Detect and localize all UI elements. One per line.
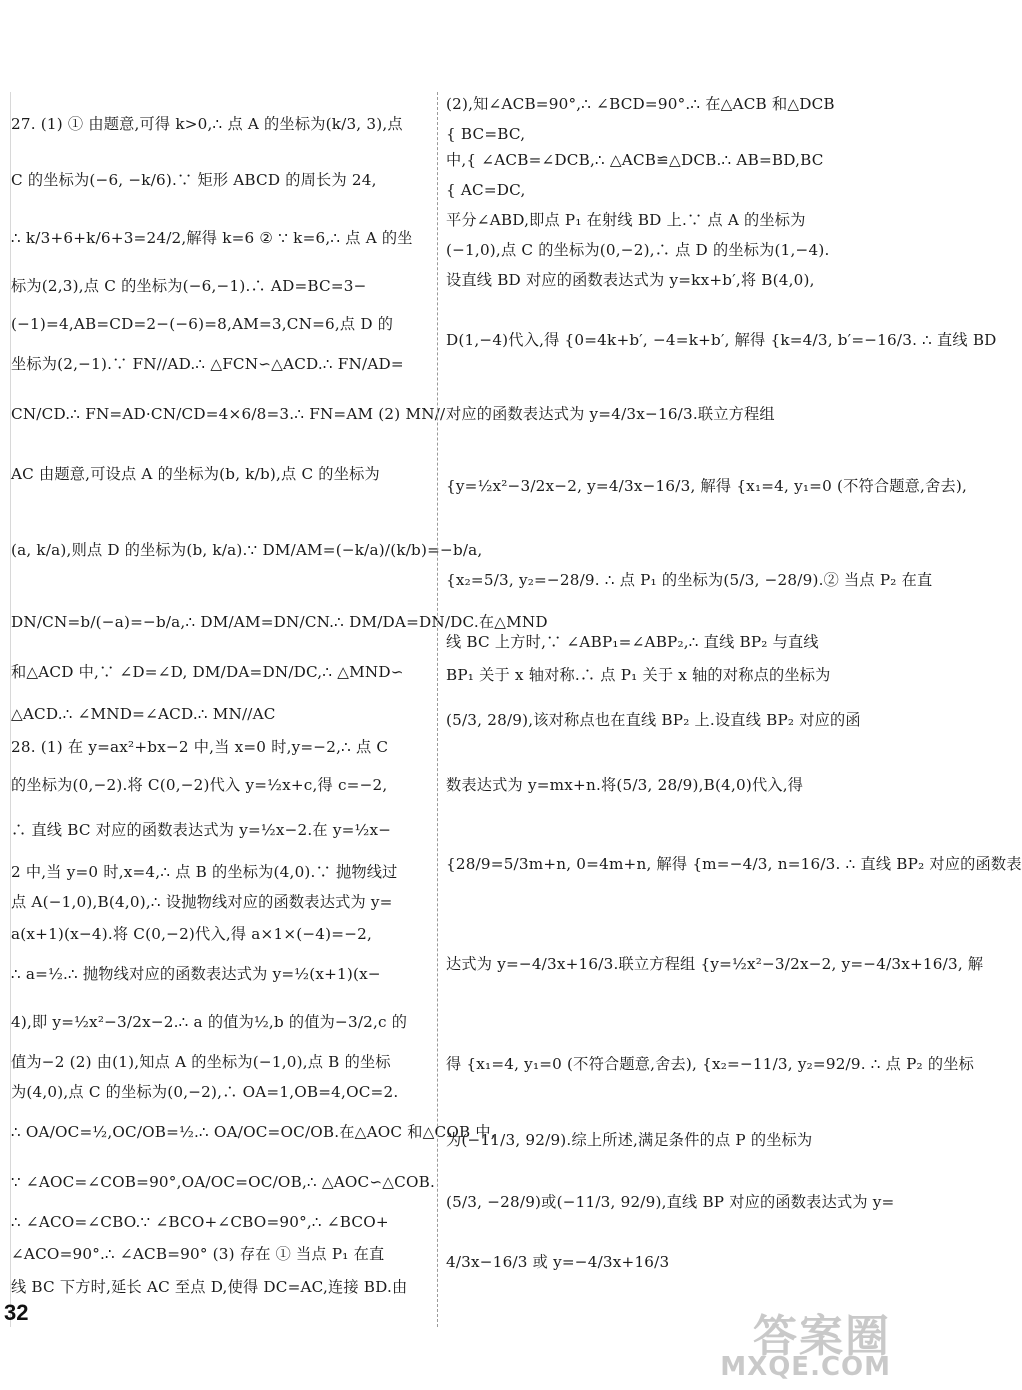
text-line: C 的坐标为(−6, −k/6).∵ 矩形 ABCD 的周长为 24,	[11, 171, 377, 189]
text-line: 4/3x−16/3 或 y=−4/3x+16/3	[446, 1253, 670, 1271]
text-line: 4),即 y=½x²−3/2x−2.∴ a 的值为½,b 的值为−3/2,c 的	[11, 1013, 408, 1031]
text-line: DN/CN=b/(−a)=−b/a,∴ DM/AM=DN/CN.∴ DM/DA=DN/DC.在△MND	[11, 613, 548, 631]
text-line: ∴ ∠ACO=∠CBO.∵ ∠BCO+∠CBO=90°,∴ ∠BCO+	[11, 1213, 389, 1231]
text-line: {28/9=5/3m+n, 0=4m+n, 解得 {m=−4/3, n=16/3. ∴ 直线 BP₂ 对应的函数表	[446, 855, 1022, 873]
text-line: { AC=DC,	[446, 181, 526, 199]
text-line: 为(−11/3, 92/9).综上所述,满足条件的点 P 的坐标为	[446, 1131, 813, 1149]
text-line: CN/CD.∴ FN=AD·CN/CD=4×6/8=3.∴ FN=AM (2) MN//	[11, 405, 446, 423]
text-line: (5/3, 28/9),该对称点也在直线 BP₂ 上.设直线 BP₂ 对应的函	[446, 711, 861, 729]
text-line: 对应的函数表达式为 y=4/3x−16/3.联立方程组	[446, 405, 775, 423]
text-line: (2),知∠ACB=90°,∴ ∠BCD=90°.∴ 在△ACB 和△DCB	[446, 95, 835, 113]
text-line: 标为(2,3),点 C 的坐标为(−6,−1).∴ AD=BC=3−	[11, 277, 367, 295]
column-divider	[437, 92, 439, 1327]
text-line: 坐标为(2,−1).∵ FN//AD.∴ △FCN∽△ACD.∴ FN/AD=	[11, 355, 404, 373]
text-line: AC 由题意,可设点 A 的坐标为(b, k/b),点 C 的坐标为	[11, 465, 380, 483]
text-line: ∠ACO=90°.∴ ∠ACB=90° (3) 存在 ① 当点 P₁ 在直	[11, 1245, 385, 1263]
watermark-logo	[700, 1300, 895, 1385]
text-line: 中,{ ∠ACB=∠DCB,∴ △ACB≌△DCB.∴ AB=BD,BC	[446, 151, 824, 169]
text-line: {x₂=5/3, y₂=−28/9. ∴ 点 P₁ 的坐标为(5/3, −28/9).② 当点 P₂ 在直	[446, 571, 933, 589]
watermark-url: MXQE.COM	[720, 1352, 891, 1382]
text-line: 达式为 y=−4/3x+16/3.联立方程组 {y=½x²−3/2x−2, y=−4/3x+16/3, 解	[446, 955, 984, 973]
text-line: BP₁ 关于 x 轴对称.∴ 点 P₁ 关于 x 轴的对称点的坐标为	[446, 666, 831, 684]
text-line: ∴ OA/OC=½,OC/OB=½.∴ OA/OC=OC/OB.在△AOC 和△COB 中,	[11, 1123, 496, 1141]
text-line: D(1,−4)代入,得 {0=4k+b′, −4=k+b′, 解得 {k=4/3, b′=−16/3. ∴ 直线 BD	[446, 331, 997, 349]
text-line: {y=½x²−3/2x−2, y=4/3x−16/3, 解得 {x₁=4, y₁=0 (不符合题意,舍去),	[446, 477, 967, 495]
text-line: ∴ k/3+6+k/6+3=24/2,解得 k=6 ② ∵ k=6,∴ 点 A 的坐	[11, 229, 413, 247]
text-line: 的坐标为(0,−2).将 C(0,−2)代入 y=½x+c,得 c=−2,	[11, 776, 388, 794]
text-line: 为(4,0),点 C 的坐标为(0,−2),∴ OA=1,OB=4,OC=2.	[11, 1083, 399, 1101]
text-line: 和△ACD 中,∵ ∠D=∠D, DM/DA=DN/DC,∴ △MND∽	[11, 663, 404, 681]
text-line: a(x+1)(x−4).将 C(0,−2)代入,得 a×1×(−4)=−2,	[11, 925, 373, 943]
text-line: 点 A(−1,0),B(4,0),∴ 设抛物线对应的函数表达式为 y=	[11, 893, 393, 911]
text-line: ∴ a=½.∴ 抛物线对应的函数表达式为 y=½(x+1)(x−	[11, 965, 381, 983]
text-line: 设直线 BD 对应的函数表达式为 y=kx+b′,将 B(4,0),	[446, 271, 815, 289]
text-line: △ACD.∴ ∠MND=∠ACD.∴ MN//AC	[11, 705, 276, 723]
text-line: { BC=BC,	[446, 125, 526, 143]
text-line: 数表达式为 y=mx+n.将(5/3, 28/9),B(4,0)代入,得	[446, 776, 804, 794]
right-column	[446, 92, 1022, 1327]
text-line: 2 中,当 y=0 时,x=4,∴ 点 B 的坐标为(4,0).∵ 抛物线过	[11, 863, 398, 881]
text-line: 28. (1) 在 y=ax²+bx−2 中,当 x=0 时,y=−2,∴ 点 C	[11, 738, 389, 756]
text-line: 平分∠ABD,即点 P₁ 在射线 BD 上.∵ 点 A 的坐标为	[446, 211, 806, 229]
text-line: 27. (1) ① 由题意,可得 k>0,∴ 点 A 的坐标为(k/3, 3),点	[11, 115, 403, 133]
watermark-title: 答案圈	[753, 1311, 891, 1362]
text-line: ∴ 直线 BC 对应的函数表达式为 y=½x−2.在 y=½x−	[11, 821, 392, 839]
text-line: 线 BC 上方时,∵ ∠ABP₁=∠ABP₂,∴ 直线 BP₂ 与直线	[446, 633, 819, 651]
text-line: (a, k/a),则点 D 的坐标为(b, k/a).∵ DM/AM=(−k/a)/(k/b)=−b/a,	[11, 541, 483, 559]
page-number: 32	[4, 1300, 29, 1325]
text-line: 得 {x₁=4, y₁=0 (不符合题意,舍去), {x₂=−11/3, y₂=92/9. ∴ 点 P₂ 的坐标	[446, 1055, 974, 1073]
text-line: 值为−2 (2) 由(1),知点 A 的坐标为(−1,0),点 B 的坐标	[11, 1053, 391, 1071]
text-line: 线 BC 下方时,延长 AC 至点 D,使得 DC=AC,连接 BD.由	[11, 1278, 408, 1296]
text-line: (−1,0),点 C 的坐标为(0,−2),∴ 点 D 的坐标为(1,−4).	[446, 241, 830, 259]
text-line: ∵ ∠AOC=∠COB=90°,OA/OC=OC/OB,∴ △AOC∽△COB.	[11, 1173, 436, 1191]
text-line: (−1)=4,AB=CD=2−(−6)=8,AM=3,CN=6,点 D 的	[11, 315, 394, 333]
text-line: (5/3, −28/9)或(−11/3, 92/9),直线 BP 对应的函数表达式为 y=	[446, 1193, 895, 1211]
